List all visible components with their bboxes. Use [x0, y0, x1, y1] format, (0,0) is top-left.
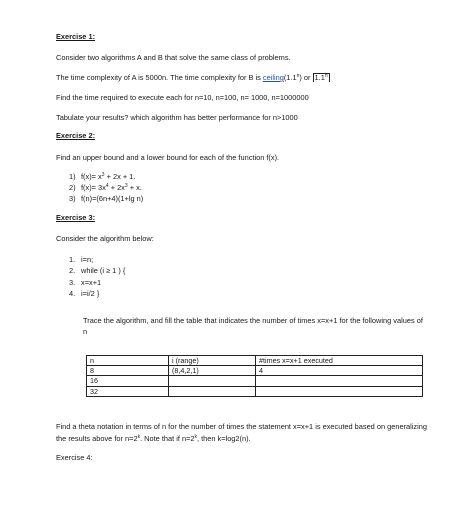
table-cell: 4	[256, 366, 423, 376]
table-cell	[169, 376, 256, 386]
table-row	[87, 366, 423, 376]
ceiling-argument: (1.1$^n$)	[283, 73, 302, 82]
trace-table	[86, 355, 423, 397]
exercise-2-heading: Exercise 2:	[56, 131, 96, 140]
or-word: or	[301, 73, 313, 82]
ceiling-notation: 1.1$^n$	[314, 73, 328, 82]
table-cell	[169, 386, 256, 396]
algorithm-line-2: 2. while (i ≥ 1 ) {	[69, 266, 126, 275]
table-header-row	[87, 356, 423, 366]
function-item-2: 2) $f(x)= 3x^4 + 2x^3 + x$.	[69, 183, 142, 192]
exercise-1-line-4: Tabulate your results? which algorithm has better performance for n>1000	[56, 113, 298, 122]
exercise-3-intro: Consider the algorithm below:	[56, 234, 154, 243]
table-cell	[256, 386, 423, 396]
table-cell: (8,4,2,1)	[169, 366, 256, 376]
algorithm-line-3: 3. x=x+1	[69, 278, 102, 287]
exercise-1-heading: Exercise 1:	[56, 32, 96, 41]
exercise-2-intro: Find an upper bound and a lower bound for each of the function f(x).	[56, 153, 280, 162]
table-row	[87, 386, 423, 396]
table-cell: 16	[87, 376, 169, 386]
ceiling-link[interactable]: ceiling	[262, 73, 284, 82]
header-n: n	[87, 356, 169, 366]
function-item-1: 1) $f(x)= x^3 + 2x + 1$.	[69, 172, 136, 181]
table-cell	[256, 376, 423, 386]
table-cell: 8	[87, 366, 169, 376]
trace-instructions: Trace the algorithm, and fill the table that indicates the number of times x=x+1 for the following values of n	[83, 316, 423, 336]
header-i-range: i (range)	[169, 356, 256, 366]
exercise-1-line-1: Consider two algorithms A and B that solve the same class of problems.	[56, 53, 291, 62]
exercise-3-heading: Exercise 3:	[56, 213, 96, 222]
theta-question: Find a theta notation in terms of n for the number of times the statement x=x+1 is executed based on generalizing the results above for $n=2^k$. Note that if $n=2^k$, then k=log2(n).	[56, 422, 427, 443]
exercise-4-heading: Exercise 4:	[56, 453, 93, 462]
header-times-executed: #times x=x+1 executed	[256, 356, 423, 366]
table-cell: 32	[87, 386, 169, 396]
exercise-1-line-3: Find the time required to execute each for n=10, n=100, n= 1000, n=1000000	[56, 93, 309, 102]
algorithm-line-1: 1. i=n;	[69, 255, 94, 264]
complexity-text: The time complexity of A is 5000n. The time complexity for B is	[56, 73, 263, 82]
exercise-1-line-2	[56, 73, 330, 82]
table-row	[87, 376, 423, 386]
function-item-3: 3) f(n)=(6n+4)(1+lg n)	[69, 194, 144, 203]
algorithm-line-4: 4. i=i/2 }	[69, 289, 100, 298]
